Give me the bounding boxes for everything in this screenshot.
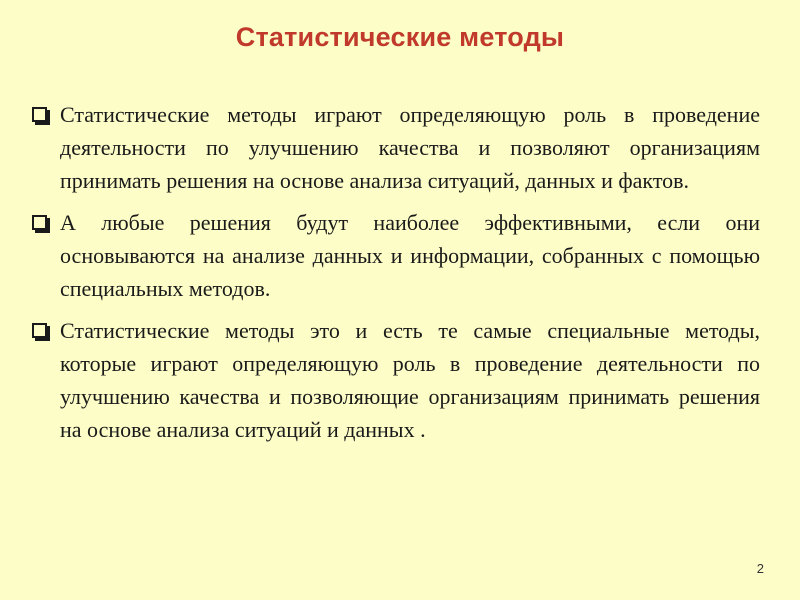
bullet-text: Статистические методы играют определяющую роль в проведение деятельности по улучшению качества и позволяют организациям принимать решения на основе анализа ситуаций, данных и фактов. <box>60 102 760 193</box>
bullet-item <box>30 98 760 197</box>
square-bullet-icon <box>32 215 47 230</box>
page-number: 2 <box>756 561 764 576</box>
bullet-item <box>30 314 760 446</box>
bullet-list <box>30 98 760 455</box>
square-bullet-icon <box>32 107 47 122</box>
slide-title: Статистические методы <box>235 22 565 52</box>
bullet-text: Статистические методы это и есть те самые специальные методы, которые играют определяющую роль в проведение деятельности по улучшению качества и позволяющие организациям принимать решения на основе анализа ситуаций и данных . <box>60 318 760 442</box>
bullet-item <box>30 206 760 305</box>
square-bullet-icon <box>32 323 47 338</box>
bullet-text: А любые решения будут наиболее эффективными, если они основываются на анализе данных и информации, собранных с помощью специальных методов. <box>60 210 760 301</box>
